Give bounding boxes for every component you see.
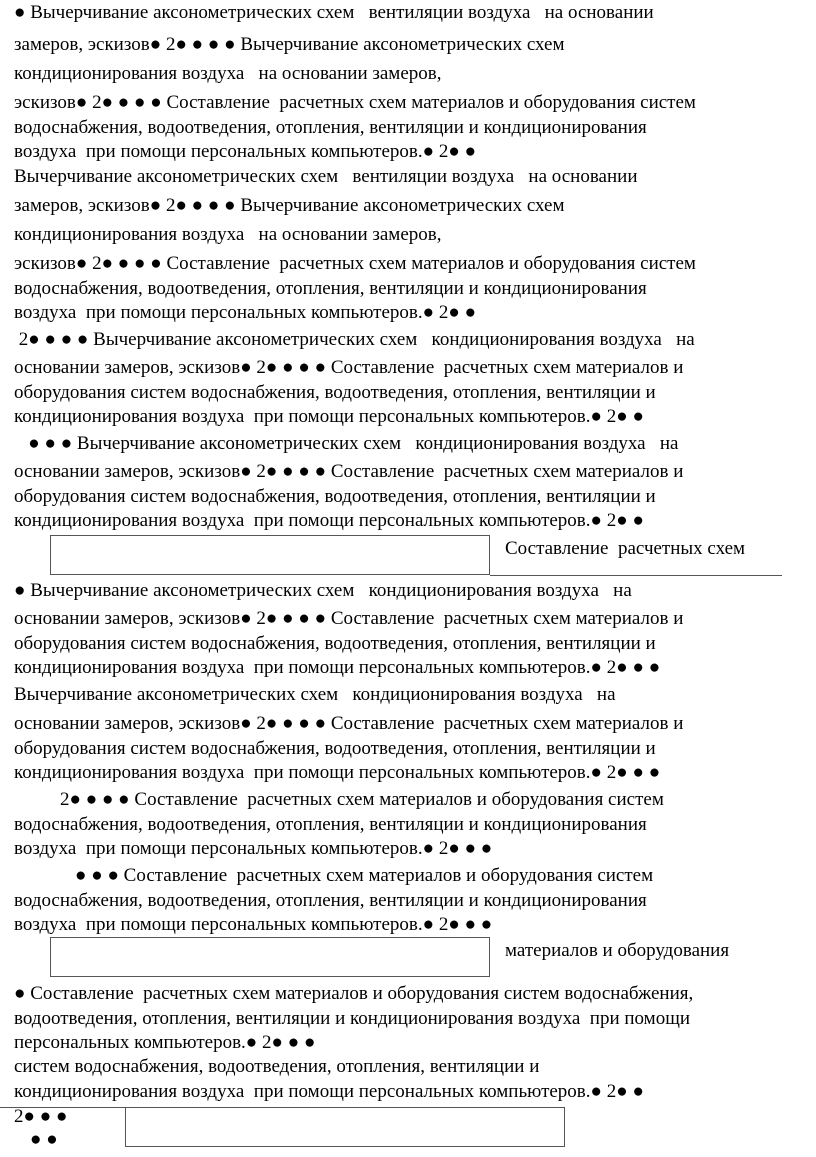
text-line: замеров, эскизов● 2● ● ● ● Вычерчивание аксонометрических схем xyxy=(14,34,565,55)
text-line: 2● ● ● ● Составление расчетных схем материалов и оборудования систем xyxy=(60,789,664,810)
text-line: кондиционирования воздуха при помощи персональных компьютеров.● 2● ● xyxy=(14,406,644,427)
text-line: кондиционирования воздуха на основании замеров, xyxy=(14,63,442,84)
text-line: водоснабжения, водоотведения, отопления, вентиляции и кондиционирования xyxy=(14,278,647,299)
text-line: оборудования систем водоснабжения, водоотведения, отопления, вентиляции и xyxy=(14,382,656,403)
text-line: кондиционирования воздуха на основании замеров, xyxy=(14,224,442,245)
text-line: водоотведения, отопления, вентиляции и кондиционирования воздуха при помощи xyxy=(14,1008,691,1029)
text-line: Вычерчивание аксонометрических схем вентиляции воздуха на основании xyxy=(14,166,638,187)
text-line: оборудования систем водоснабжения, водоотведения, отопления, вентиляции и xyxy=(14,738,656,759)
text-line: систем водоснабжения, водоотведения, отопления, вентиляции и xyxy=(14,1056,540,1077)
blank-input-box xyxy=(125,1107,565,1147)
text-line: эскизов● 2● ● ● ● Составление расчетных схем материалов и оборудования систем xyxy=(14,92,696,113)
text-line: 2● ● ● xyxy=(14,1106,68,1127)
text-line: 2● ● ● ● Вычерчивание аксонометрических схем кондиционирования воздуха на xyxy=(14,329,695,350)
text-line: воздуха при помощи персональных компьютеров.● 2● ● xyxy=(14,302,477,323)
blank-input-box xyxy=(50,535,490,575)
text-line: основании замеров, эскизов● 2● ● ● ● Составление расчетных схем материалов и xyxy=(14,461,684,482)
text-line: ● Вычерчивание аксонометрических схем вентиляции воздуха на основании xyxy=(14,2,654,23)
text-line: воздуха при помощи персональных компьютеров.● 2● ● ● xyxy=(14,838,493,859)
underline xyxy=(490,575,782,576)
blank-input-box xyxy=(50,937,490,977)
text-line: Вычерчивание аксонометрических схем кондиционирования воздуха на xyxy=(14,684,616,705)
text-line: основании замеров, эскизов● 2● ● ● ● Составление расчетных схем материалов и xyxy=(14,713,684,734)
text-line: ● Вычерчивание аксонометрических схем кондиционирования воздуха на xyxy=(14,580,632,601)
text-line: водоснабжения, водоотведения, отопления, вентиляции и кондиционирования xyxy=(14,117,647,138)
text-line: ● ● ● Вычерчивание аксонометрических схем кондиционирования воздуха на xyxy=(14,433,679,454)
text-line: оборудования систем водоснабжения, водоотведения, отопления, вентиляции и xyxy=(14,633,656,654)
text-line: ● ● ● Составление расчетных схем материалов и оборудования систем xyxy=(75,865,654,886)
text-line: основании замеров, эскизов● 2● ● ● ● Составление расчетных схем материалов и xyxy=(14,608,684,629)
text-line: персональных компьютеров.● 2● ● ● xyxy=(14,1032,316,1053)
text-line: Составление расчетных схем xyxy=(505,538,746,559)
text-line: кондиционирования воздуха при помощи персональных компьютеров.● 2● ● ● xyxy=(14,657,661,678)
text-line: эскизов● 2● ● ● ● Составление расчетных схем материалов и оборудования систем xyxy=(14,253,696,274)
text-line: замеров, эскизов● 2● ● ● ● Вычерчивание аксонометрических схем xyxy=(14,195,565,216)
text-line: кондиционирования воздуха при помощи персональных компьютеров.● 2● ● ● xyxy=(14,762,661,783)
text-line: кондиционирования воздуха при помощи персональных компьютеров.● 2● ● xyxy=(14,510,644,531)
text-line: воздуха при помощи персональных компьютеров.● 2● ● xyxy=(14,141,477,162)
text-line: ● ● xyxy=(30,1129,58,1150)
text-line: материалов и оборудования xyxy=(505,940,730,961)
text-line: кондиционирования воздуха при помощи персональных компьютеров.● 2● ● xyxy=(14,1081,644,1102)
text-line: водоснабжения, водоотведения, отопления, вентиляции и кондиционирования xyxy=(14,814,647,835)
text-line: основании замеров, эскизов● 2● ● ● ● Составление расчетных схем материалов и xyxy=(14,357,684,378)
text-line: воздуха при помощи персональных компьютеров.● 2● ● ● xyxy=(14,914,493,935)
text-line: ● Составление расчетных схем материалов и оборудования систем водоснабжения, xyxy=(14,983,694,1004)
text-line: оборудования систем водоснабжения, водоотведения, отопления, вентиляции и xyxy=(14,486,656,507)
text-line: водоснабжения, водоотведения, отопления, вентиляции и кондиционирования xyxy=(14,890,647,911)
